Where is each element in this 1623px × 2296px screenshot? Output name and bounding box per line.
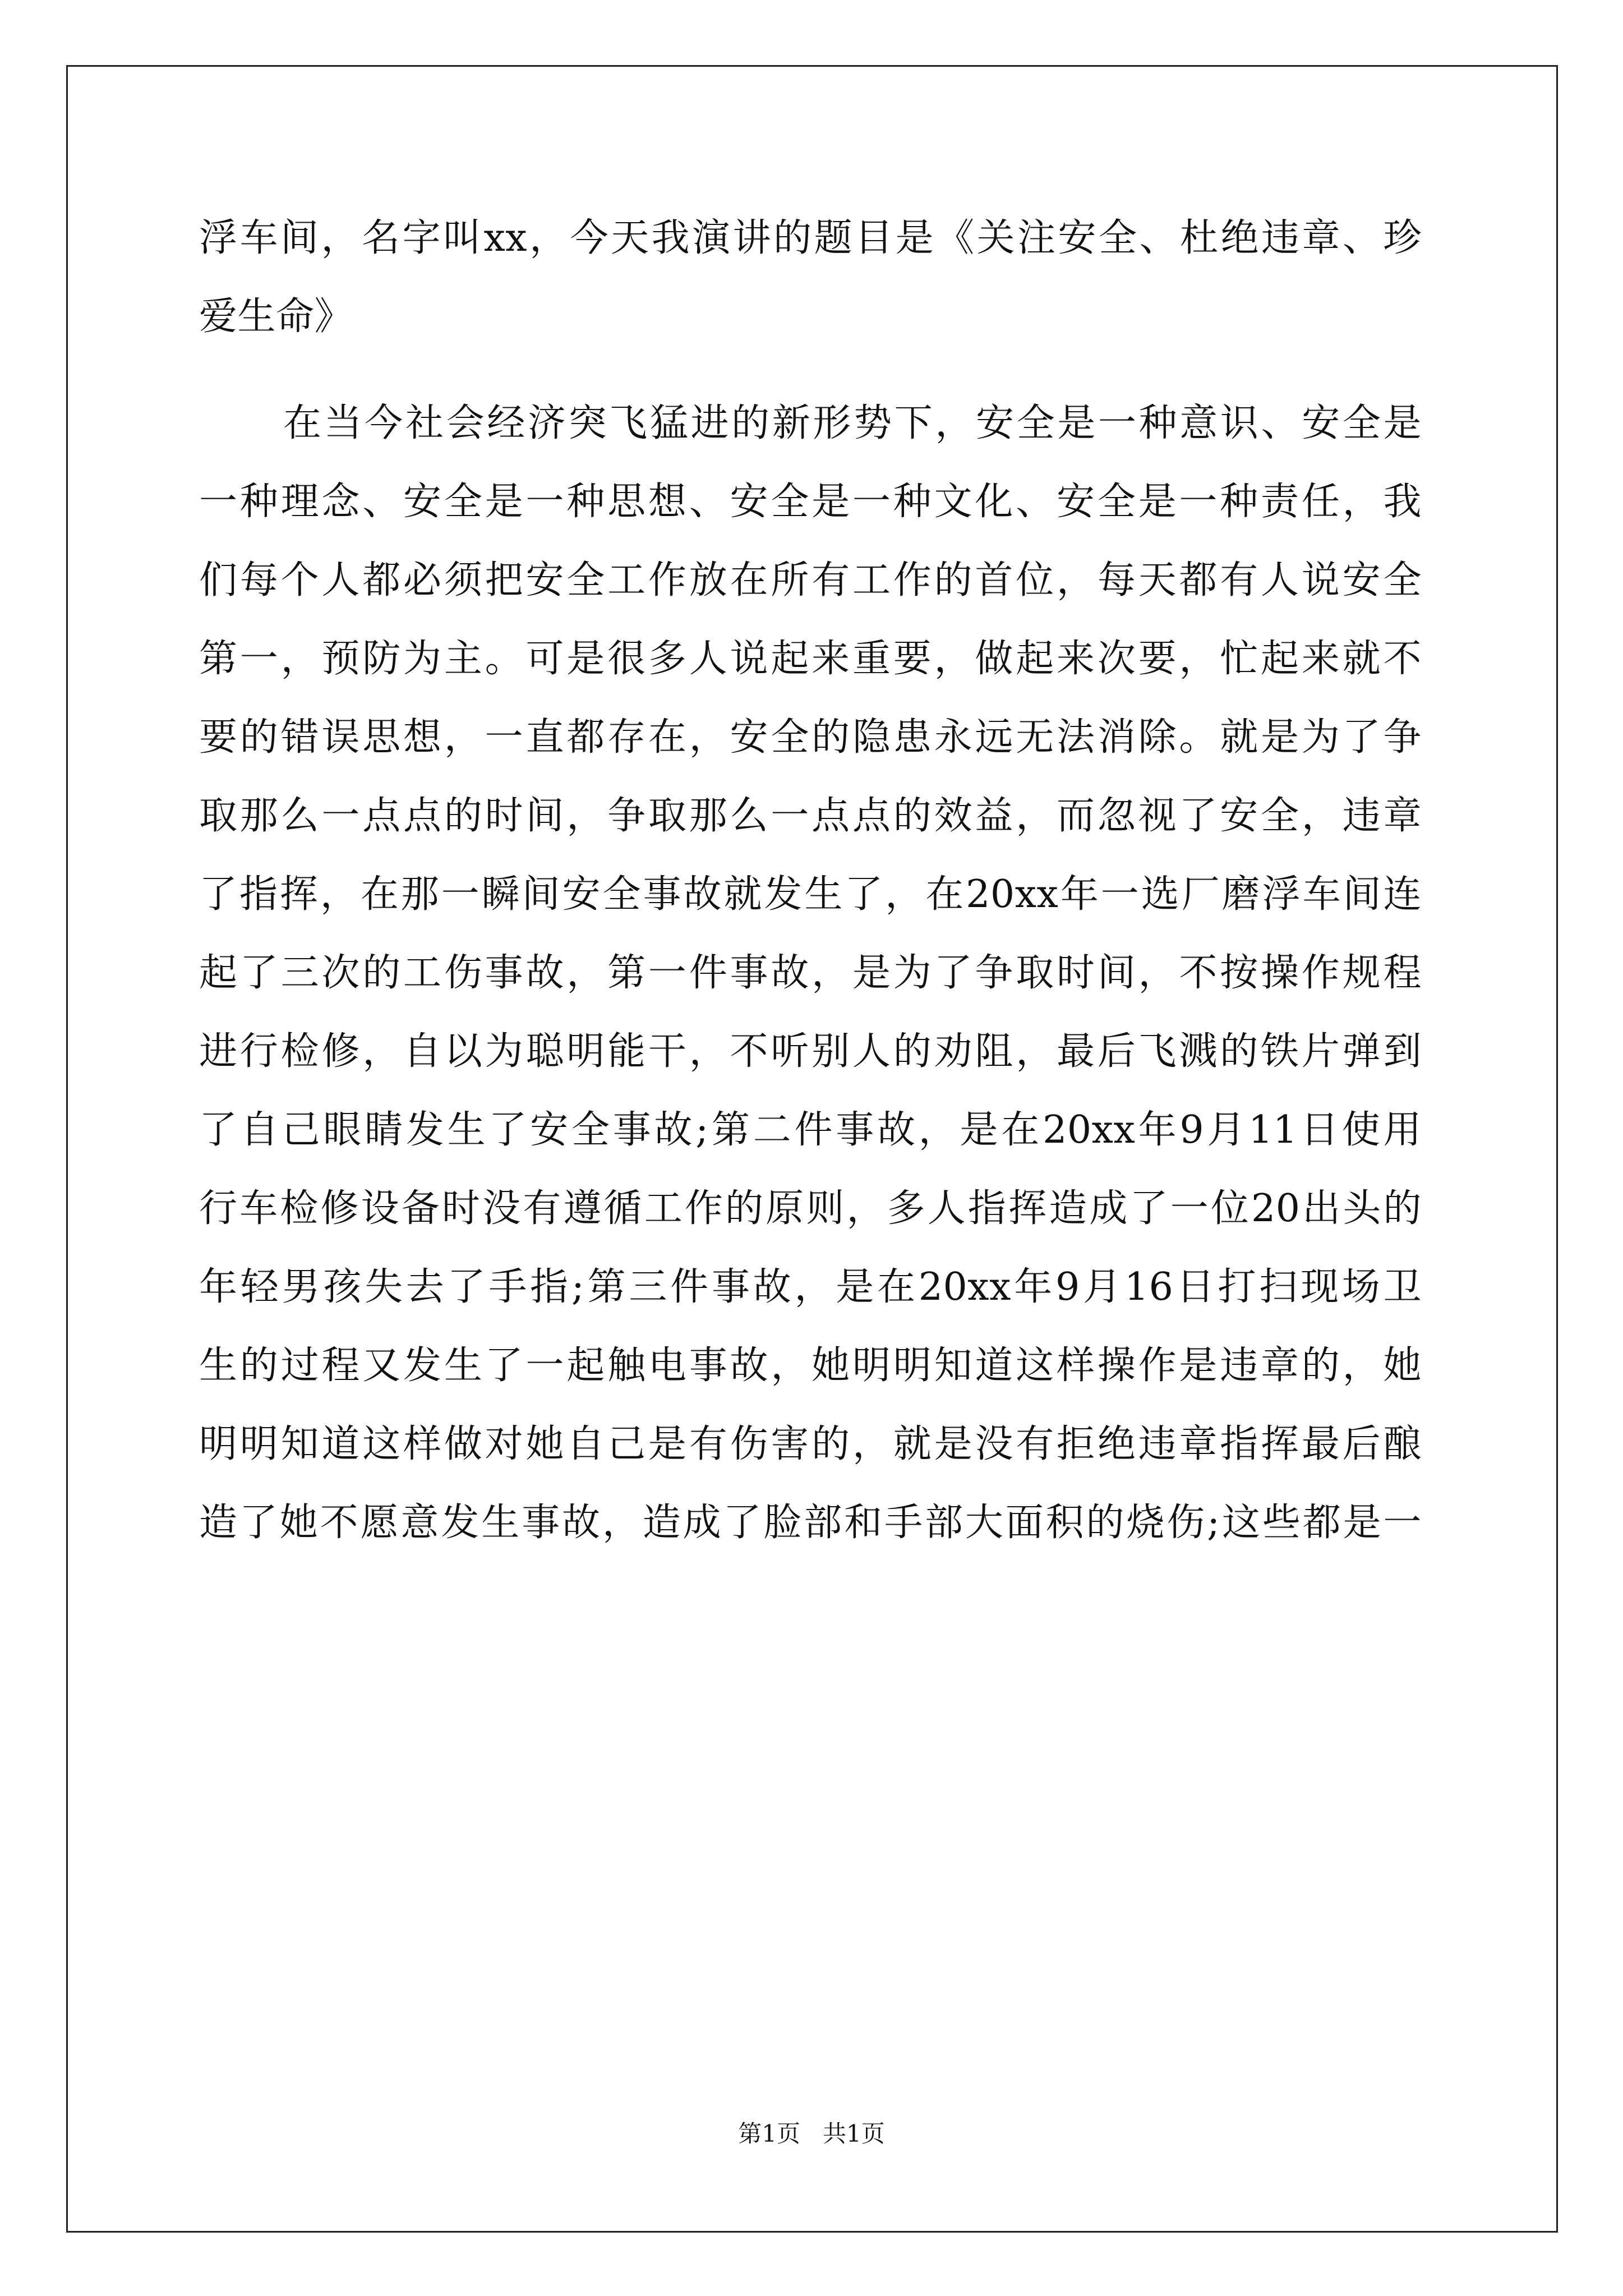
text-line: 起了三次的工伤事故，第一件事故，是为了争取时间，不按操作规程 <box>199 951 1422 995</box>
text-line: 取那么一点点的时间，争取那么一点点的效益，而忽视了安全，违章 <box>199 794 1422 838</box>
text-line: 年轻男孩失去了手指;第三件事故，是在20xx年9月16日打扫现场卫 <box>199 1265 1422 1309</box>
page-footer <box>0 2117 1623 2151</box>
text-line: 浮车间，名字叫xx，今天我演讲的题目是《关注安全、杜绝违章、珍 <box>199 216 1422 260</box>
text-line: 造了她不愿意发生事故，造成了脸部和手部大面积的烧伤;这些都是一 <box>199 1501 1422 1545</box>
text-line: 第一，预防为主。可是很多人说起来重要，做起来次要，忙起来就不 <box>199 637 1422 681</box>
text-line: 一种理念、安全是一种思想、安全是一种文化、安全是一种责任，我 <box>199 480 1422 524</box>
page-total: 共1页 <box>823 2120 885 2147</box>
text-line: 明明知道这样做对她自己是有伤害的，就是没有拒绝违章指挥最后酿 <box>199 1422 1422 1466</box>
page-number: 第1页 <box>738 2120 800 2147</box>
text-line: 行车检修设备时没有遵循工作的原则，多人指挥造成了一位20出头的 <box>199 1186 1422 1231</box>
text-line: 进行检修，自以为聪明能干，不听别人的劝阻，最后飞溅的铁片弹到 <box>199 1029 1422 1074</box>
paragraph-first-line: 在当今社会经济突飞猛进的新形势下，安全是一种意识、安全是 <box>283 401 1422 445</box>
text-line: 要的错误思想，一直都存在，安全的隐患永远无法消除。就是为了争 <box>199 715 1422 760</box>
text-line: 爱生命》 <box>199 295 353 339</box>
text-line: 们每个人都必须把安全工作放在所有工作的首位，每天都有人说安全 <box>199 558 1422 602</box>
text-line: 生的过程又发生了一起触电事故，她明明知道这样操作是违章的，她 <box>199 1343 1422 1388</box>
text-line: 了自己眼睛发生了安全事故;第二件事故，是在20xx年9月11日使用 <box>199 1108 1422 1152</box>
text-line: 了指挥，在那一瞬间安全事故就发生了，在20xx年一选厂磨浮车间连 <box>199 872 1422 917</box>
